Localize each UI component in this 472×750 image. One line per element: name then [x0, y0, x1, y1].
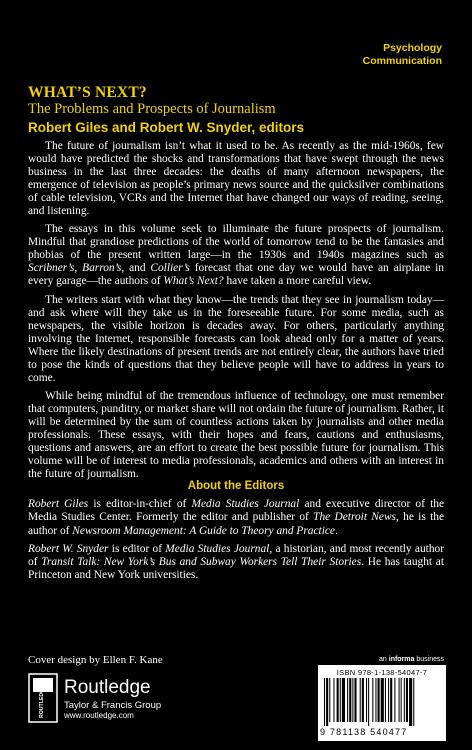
bio-snyder-b: , a historian, and most recently author of — [28, 542, 445, 569]
bio-giles-book: Newsroom Management: A Guide to Theory and Practice — [72, 524, 335, 537]
book-subtitle: The Problems and Prospects of Journalism — [28, 101, 276, 117]
cover-design-credit: Cover design by Ellen F. Kane — [28, 654, 163, 666]
about-editors-text — [28, 498, 444, 583]
barcode-bar — [349, 678, 351, 722]
barcode-bar — [378, 678, 380, 722]
barcode-bars-icon — [324, 678, 440, 726]
logo-mark-text: ROUTLEDGE — [39, 685, 45, 718]
bio-snyder-book: Transit Talk: New York’s Bus and Subway Workers Tell Their Stories — [41, 556, 362, 569]
magazine-barrons: Barron’s — [82, 262, 122, 275]
barcode-bar — [399, 678, 400, 722]
isbn-barcode — [318, 665, 446, 741]
informa-prefix: an — [379, 656, 389, 663]
bio-snyder-name: Robert W. Snyder — [28, 542, 109, 555]
blurb-paragraph-1 — [28, 140, 444, 218]
book-editors: Robert Giles and Robert W. Snyder, editors — [28, 120, 305, 135]
blurb-paragraph-3-text: The writers start with what they know—the trends that they see in journalism today—and ask where will they take us in the foreseeable future. For some media, such as newspapers, the visible horizon is decades away. For others, particularly anything involving the Internet, responsible forecasts can look ahead only for a matter of years. Where the likely destinations of present trends are not entirely clear, the authors have tried to pose the kinds of questions that they believe people will have to address in years to come. — [28, 293, 444, 384]
barcode-bar — [329, 678, 330, 722]
barcode-digits: 9 781138 540477 — [320, 727, 408, 737]
barcode-bar — [375, 678, 376, 722]
barcode-bar — [413, 678, 414, 726]
blurb-paragraph-1-text: The future of journalism isn’t what it used to be. As recently as the mid-1960s, few would have predicted the shocks and transformations that have swept through the news business in the last three decades: the deaths of many afternoon newspapers, the emergence of television as people’s primary news source and the quicksilver combinations of cable television, VCRs and the Internet that have changed our ways of reading, seeing, and listening. — [28, 140, 444, 218]
routledge-logo — [28, 673, 188, 723]
blurb-p2-sep1: , — [74, 262, 83, 275]
barcode-bar — [354, 678, 356, 722]
barcode-bar — [368, 678, 369, 726]
barcode-bar — [326, 678, 328, 726]
barcode-bar — [337, 678, 339, 722]
barcode-bar — [352, 678, 353, 722]
routledge-logo-icon — [28, 673, 58, 723]
barcode-bar — [366, 678, 367, 722]
category-psychology: Psychology — [383, 42, 442, 54]
blurb-paragraph-4 — [28, 390, 444, 481]
blurb-p2-a: The essays in this volume seek to illuminate the future prospects of journalism. Mindful that grandiose predictions of the world of tomorrow tend to be the fantasies and phobias of the present written large—in the 1930s and 1940s magazines such as — [28, 223, 444, 262]
blurb-p2-b: forecast that one day we would have an airplane in every garage—the authors of — [28, 262, 444, 288]
barcode-bar — [404, 678, 405, 722]
bio-giles-b: and executive director of the Media Studies Center. Formerly the editor and publisher of — [28, 498, 444, 524]
bio-giles — [28, 498, 444, 538]
bio-snyder — [28, 543, 444, 583]
subject-categories — [363, 42, 442, 68]
magazine-colliers: Collier’s — [150, 262, 190, 275]
isbn-number: ISBN 978-1-138-54047-7 — [336, 668, 428, 677]
bio-giles-name: Robert Giles — [28, 498, 89, 510]
magazine-scribners: Scribner’s — [28, 262, 75, 275]
informa-name: informa — [388, 656, 415, 663]
bio-snyder-c: . He has taught at Princeton and New York universities. — [28, 556, 444, 582]
publisher-name: Routledge — [64, 677, 151, 698]
barcode-bar — [333, 678, 334, 722]
barcode-bar — [390, 678, 392, 722]
barcode-bar — [385, 678, 386, 722]
bio-giles-c: , he is the author of — [28, 511, 444, 537]
blurb-paragraph-3 — [28, 294, 444, 385]
blurb-paragraph-2 — [28, 223, 444, 288]
bio-giles-newspaper: The Detroit News — [313, 511, 396, 524]
bio-snyder-journal: Media Studies Journal — [165, 542, 270, 555]
book-title: WHAT’S NEXT? — [28, 84, 147, 101]
informa-suffix: business — [414, 656, 444, 663]
barcode-bar — [409, 678, 412, 726]
barcode-bar — [372, 678, 373, 722]
barcode-bar — [342, 678, 345, 722]
blurb-p2-sep2: , and — [121, 262, 151, 275]
book-title-reference: What’s Next? — [163, 275, 224, 288]
bio-giles-a: is editor-in-chief of — [88, 498, 192, 510]
barcode-bar — [362, 678, 364, 722]
category-communication: Communication — [362, 55, 442, 67]
blurb-p2-c: have taken a more careful view. — [223, 275, 372, 288]
barcode-bar — [360, 678, 361, 722]
publisher-group: Taylor & Francis Group — [64, 700, 162, 711]
bio-snyder-a: is editor of — [108, 542, 166, 555]
blurb-paragraph-4-text: While being mindful of the tremendous influence of technology, one must remember that computers, punditry, or market share will not ordain the future of journalism. Rather, it will be determined by the sum of countless actions taken by journalists and other media professionals. These essays, with their hopes and fears, cautions and enthusiasms, questions and answers, are an effort to create the best possible future for journalism. This volume will be of interest to media professionals, academics and others with an interest in the future of journalism. — [28, 389, 444, 481]
about-editors-heading: About the Editors — [187, 480, 285, 492]
barcode-bar — [324, 678, 325, 726]
barcode-bar — [406, 678, 408, 722]
bio-giles-journal: Media Studies Journal — [191, 498, 300, 510]
barcode-bar — [340, 678, 341, 722]
barcode-bar — [381, 678, 384, 722]
barcode-bar — [401, 678, 402, 722]
blurb-text — [28, 140, 444, 481]
barcode-bar — [347, 678, 348, 722]
bio-giles-d: . — [334, 524, 338, 537]
barcode-bar — [394, 678, 395, 722]
informa-business-label — [379, 656, 444, 663]
publisher-url: www.routledge.com — [64, 711, 134, 720]
barcode-bar — [388, 678, 389, 722]
